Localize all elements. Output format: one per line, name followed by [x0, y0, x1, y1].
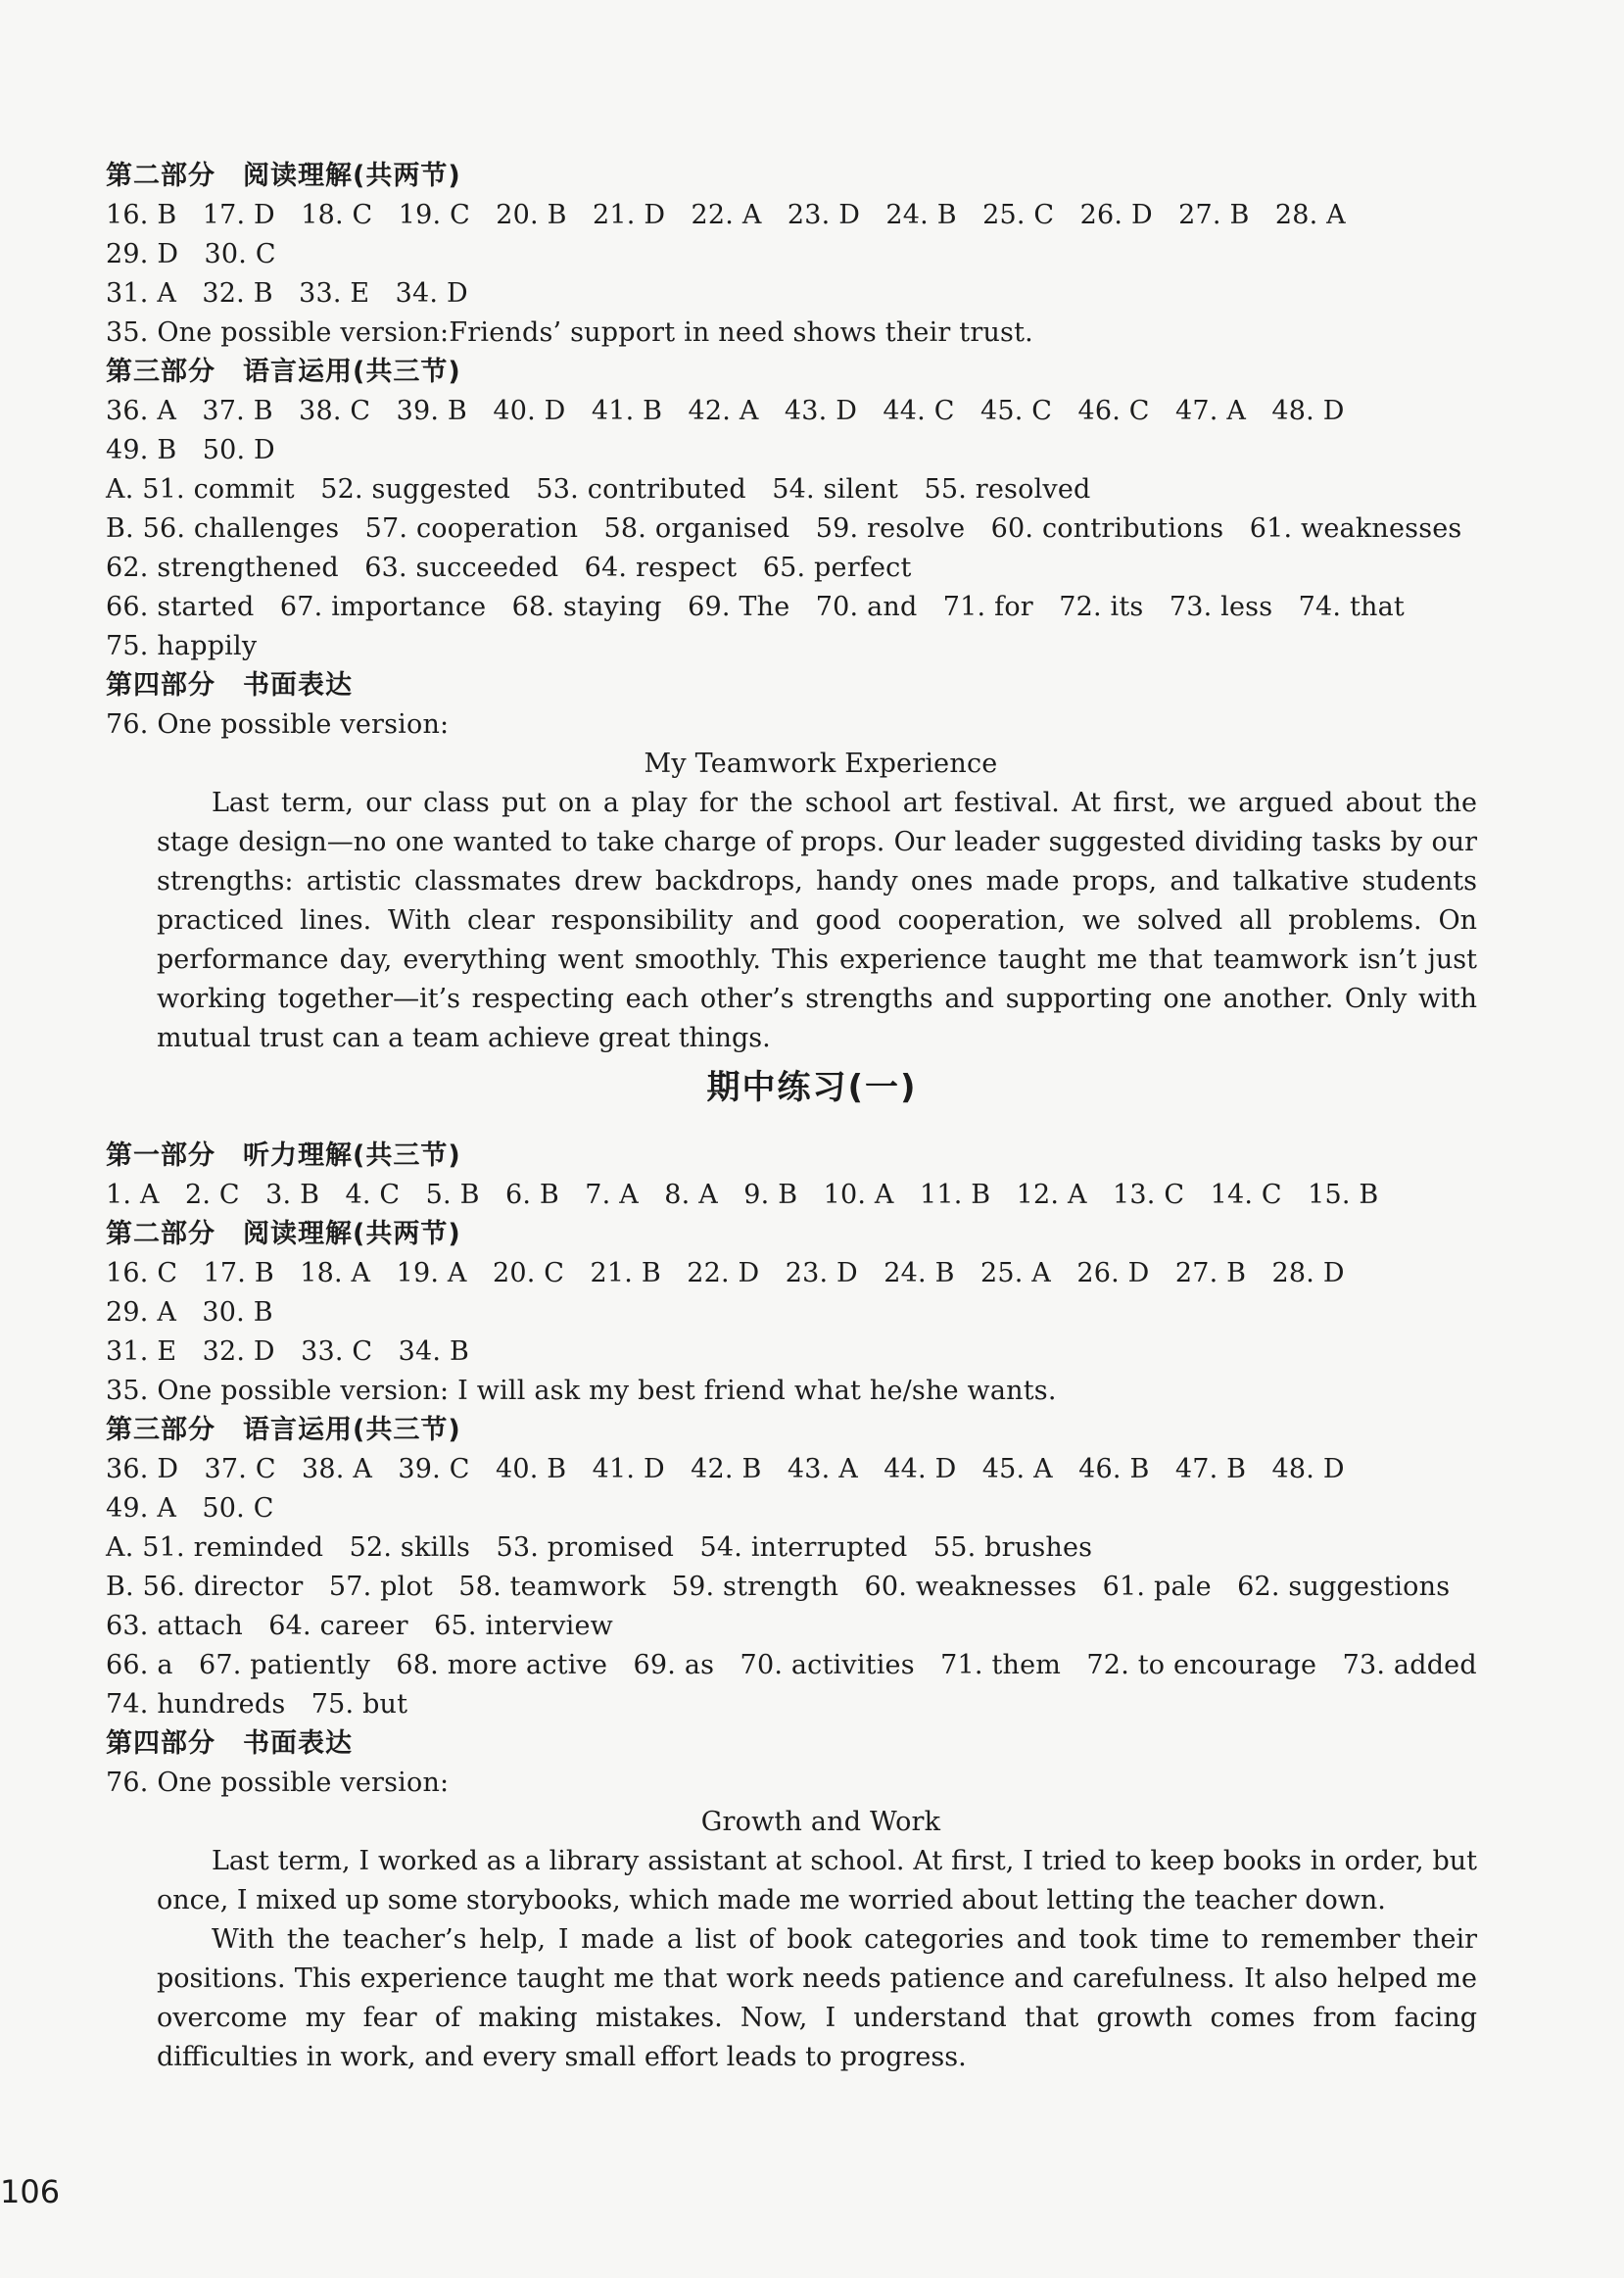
answer-line: 66. started 67. importance 68. staying 69. The 70. and 71. for 72. its 73. less 74. that — [106, 592, 1405, 622]
essay-paragraph: With the teacher’s help, I made a list of book categories and took time to remember their positions. This experience taught me that work needs patience and carefulness. It also helped me overcome my fear of making mistakes. Now, I understand that growth comes from facing difficulties in work, and every small effort leads to progress. — [157, 1924, 1477, 2072]
answer-line: 31. A 32. B 33. E 34. D — [106, 278, 468, 309]
answer-line: 35. One possible version: I will ask my best friend what he/she wants. — [106, 1376, 1057, 1406]
answer-line: B. 56. challenges 57. cooperation 58. organised 59. resolve 60. contributions 61. weaknesses — [106, 513, 1462, 544]
midterm-answer-section — [106, 1137, 1536, 2077]
answer-line: A. 51. commit 52. suggested 53. contributed 54. silent 55. resolved — [106, 474, 1091, 505]
writing-intro: 76. One possible version: — [106, 1768, 450, 1798]
answer-line: 74. hundreds 75. but — [106, 1689, 408, 1720]
answer-line: A. 51. reminded 52. skills 53. promised 54. interrupted 55. brushes — [106, 1532, 1093, 1563]
essay-paragraph: Last term, I worked as a library assistant at school. At first, I tried to keep books in order, but once, I mixed up some storybooks, which made me worried about letting the teacher down. — [157, 1846, 1477, 1915]
answer-line: 31. E 32. D 33. C 34. B — [106, 1336, 469, 1367]
answer-line: 49. B 50. D — [106, 435, 275, 465]
answer-line: 29. A 30. B — [106, 1297, 273, 1328]
listening-heading: 第一部分 听力理解(共三节) — [106, 1140, 461, 1171]
answer-line: 35. One possible version:Friends’ support in need shows their trust. — [106, 317, 1033, 348]
answer-line: B. 56. director 57. plot 58. teamwork 59. strength 60. weaknesses 61. pale 62. suggestions — [106, 1572, 1451, 1602]
answer-line: 16. B 17. D 18. C 19. C 20. B 21. D 22. A 23. D 24. B 25. C 26. D 27. B 28. A — [106, 200, 1346, 230]
reading-heading: 第二部分 阅读理解(共两节) — [106, 1219, 461, 1249]
writing-heading: 第四部分 书面表达 — [106, 670, 353, 701]
answer-line: 16. C 17. B 18. A 19. A 20. C 21. B 22. D 23. D 24. B 25. A 26. D 27. B 28. D — [106, 1258, 1345, 1288]
answer-line: 66. a 67. patiently 68. more active 69. as 70. activities 71. them 72. to encourage 73. added — [106, 1650, 1477, 1680]
essay-title: My Teamwork Experience — [644, 749, 998, 779]
midterm-section-title: 期中练习(一) — [706, 1068, 918, 1107]
answer-line: 62. strengthened 63. succeeded 64. respect 65. perfect — [106, 553, 912, 583]
page-number: 106 — [0, 2173, 61, 2210]
essay-paragraph: Last term, our class put on a play for the school art festival. At first, we argued about the stage design—no one wanted to take charge of props. Our leader suggested dividing tasks by our strengths: artistic classmates drew backdrops, handy ones made props, and talkative students practiced lines. With clear responsibility and good cooperation, we solved all problems. On performance day, everything went smoothly. This experience taught me that teamwork isn’t just working together—it’s respecting each other’s strengths and supporting one another. Only with mutual trust can a team achieve great things. — [157, 788, 1477, 1053]
upper-answer-section — [106, 157, 1536, 1058]
answer-line: 49. A 50. C — [106, 1493, 274, 1524]
answer-line: 36. A 37. B 38. C 39. B 40. D 41. B 42. A 43. D 44. C 45. C 46. C 47. A 48. D — [106, 396, 1345, 426]
essay-title: Growth and Work — [700, 1807, 941, 1837]
answer-line: 63. attach 64. career 65. interview — [106, 1611, 613, 1641]
answer-line: 75. happily — [106, 631, 258, 661]
language-heading: 第三部分 语言运用(共三节) — [106, 1415, 461, 1445]
writing-heading: 第四部分 书面表达 — [106, 1728, 353, 1759]
language-heading: 第三部分 语言运用(共三节) — [106, 357, 461, 387]
answer-line: 1. A 2. C 3. B 4. C 5. B 6. B 7. A 8. A 9. B 10. A 11. B 12. A 13. C 14. C 15. B — [106, 1180, 1379, 1210]
writing-intro: 76. One possible version: — [106, 709, 450, 740]
reading-heading: 第二部分 阅读理解(共两节) — [106, 161, 461, 191]
answer-line: 29. D 30. C — [106, 239, 276, 269]
answer-line: 36. D 37. C 38. A 39. C 40. B 41. D 42. B 43. A 44. D 45. A 46. B 47. B 48. D — [106, 1454, 1345, 1484]
